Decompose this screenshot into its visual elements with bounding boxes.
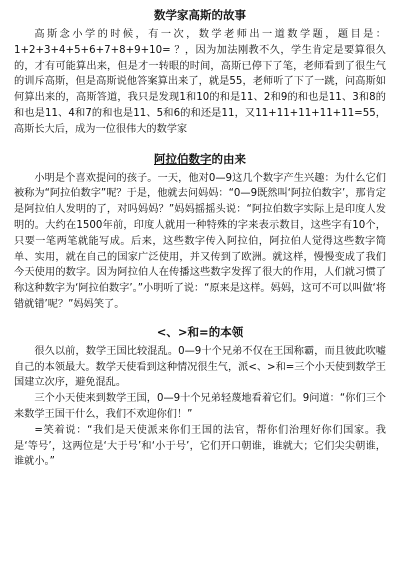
title-rest-part: 的由来 <box>211 151 246 166</box>
story-title-gauss: 数学家高斯的故事 <box>154 8 246 22</box>
story-title-symbols: <、>和=的本领 <box>156 324 244 339</box>
story-gauss <box>14 8 386 138</box>
story-paragraph-symbols-1: 很久以前，数学王国比较混乱。0—9十个兄弟不仅在王国称霸，而且彼此吹嘘自己的本领最大。数学天使看到这种情况很生气，派<、>和=三个小天使到数学王国建立次序，避免混乱。 <box>14 345 386 389</box>
story-title-arabic-numerals <box>14 152 386 167</box>
story-paragraph-gauss: 高斯念小学的时候，有一次，数学老师出一道数学题，题目是：1+2+3+4+5+6+7+8+9+10= ？，因为加法刚教不久，学生肯定是要算很久的，才有可能算出来，但是才一转眼的时间，高斯已停下了笔，老师看到了很生气的训斥高斯，但是高斯说他答案算出来了，就是55，老师听了下了一跳，问高斯如何算出来的，高斯答道，我只是发现1和10的和是11、2和9的和也是11、3和8的和也是11、4和7的和也是11、5和6的和还是11，又11+11+11+11+11=55，高斯长大后，成为一位很伟大的数学家 <box>14 29 386 135</box>
story-paragraph-arabic-numerals: 小明是个喜欢提问的孩子。一天，他对0—9这几个数字产生兴趣：为什么它们被称为“阿拉伯数字”呢？于是，他就去问妈妈：“0—9既然叫‘阿拉伯数字’，那肯定是阿拉伯人发明的了，对吗妈妈？”妈妈摇摇头说：“阿拉伯数字实际上是印度人发明的。大约在1500年前，印度人就用一种特殊的字来表示数目，这些字有10个，只要一笔两笔就能写成。后来，这些数字传入阿拉伯，阿拉伯人觉得这些数字简单、实用，就在自己的国家广泛使用，并又传到了欧洲。就这样，慢慢变成了我们今天使用的数字。因为阿拉伯人在传播这些数字发挥了很大的作用，人们就习惯了称这种数字为‘阿拉伯数字’。”小明听了说：“原来是这样。妈妈，这可不可以叫做‘将错就错’呢？”妈妈笑了。 <box>14 172 386 310</box>
story-arabic-numerals <box>14 152 386 313</box>
title-underlined-part: 阿拉伯数字 <box>154 151 212 166</box>
story-paragraph-symbols-2: 三个小天使来到数学王国，0—9十个兄弟轻蔑地看着它们。9问道：“你们三个来数学王国干什么，我们不欢迎你们！” <box>14 393 386 420</box>
story-symbols <box>14 325 386 470</box>
story-paragraph-symbols-3: =笑着说：“我们是天使派来你们王国的法官，帮你们治理好你们国家。我是‘等号’，这两位是‘大于号’和‘小于号’，它们开口朝谁，谁就大；它们尖尖朝谁，谁就小。” <box>14 424 386 468</box>
